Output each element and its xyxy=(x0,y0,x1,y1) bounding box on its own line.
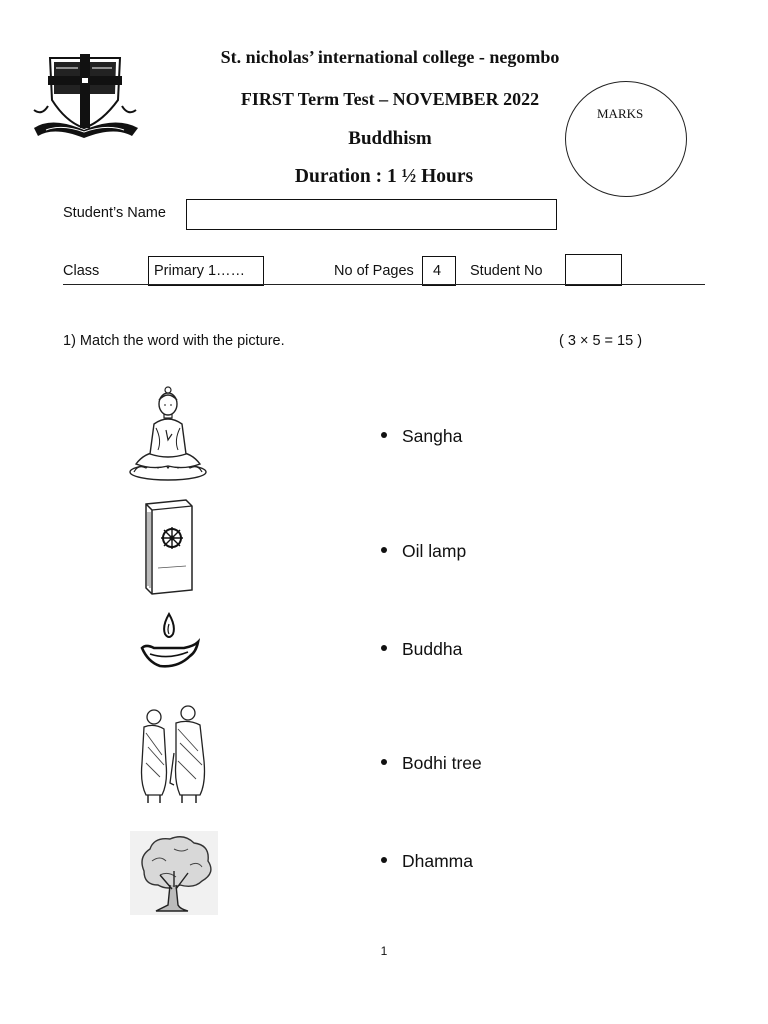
page-number: 1 xyxy=(380,944,388,958)
word-item xyxy=(381,639,462,660)
student-no-field[interactable] xyxy=(565,254,622,286)
dhamma-book-icon xyxy=(138,498,198,601)
buddha-icon xyxy=(126,384,210,491)
bodhi-tree-icon xyxy=(130,831,218,920)
test-title: FIRST Term Test – NOVEMBER 2022 xyxy=(240,89,540,109)
student-name-field[interactable] xyxy=(186,199,557,230)
class-field[interactable] xyxy=(148,256,264,286)
student-name-value xyxy=(187,200,556,206)
marks-circle xyxy=(565,81,687,197)
oil-lamp-icon xyxy=(138,610,200,681)
class-label: Class xyxy=(63,263,100,279)
form-divider xyxy=(63,284,705,285)
word-label: Bodhi tree xyxy=(402,753,482,773)
bullet-icon xyxy=(381,432,387,438)
pages-field[interactable] xyxy=(422,256,456,286)
student-name-label: Student’s Name xyxy=(63,205,166,221)
word-item xyxy=(381,851,473,872)
bullet-icon xyxy=(381,645,387,651)
word-label: Sangha xyxy=(402,426,463,446)
class-value: Primary 1…… xyxy=(154,263,246,279)
bullet-icon xyxy=(381,857,387,863)
word-item xyxy=(381,426,462,447)
question-text: 1) Match the word with the picture. xyxy=(63,333,285,349)
question-marks: ( 3 × 5 = 15 ) xyxy=(559,333,643,349)
monks-icon xyxy=(134,703,210,812)
bullet-icon xyxy=(381,759,387,765)
subject-title: Buddhism xyxy=(348,128,432,149)
student-no-value xyxy=(566,255,621,261)
word-label: Oil lamp xyxy=(402,541,467,561)
school-name: St. nicholas’ international college - negombo xyxy=(220,47,560,67)
pages-value: 4 xyxy=(433,263,442,279)
duration-text: Duration : 1 ½ Hours xyxy=(294,166,474,187)
bullet-icon xyxy=(381,547,387,553)
marks-label: MARKS xyxy=(597,106,644,121)
word-label: Dhamma xyxy=(402,851,473,871)
word-item xyxy=(381,753,482,774)
student-no-label: Student No xyxy=(470,263,543,279)
word-item xyxy=(381,541,466,562)
word-label: Buddha xyxy=(402,639,463,659)
pages-label: No of Pages xyxy=(334,263,414,279)
